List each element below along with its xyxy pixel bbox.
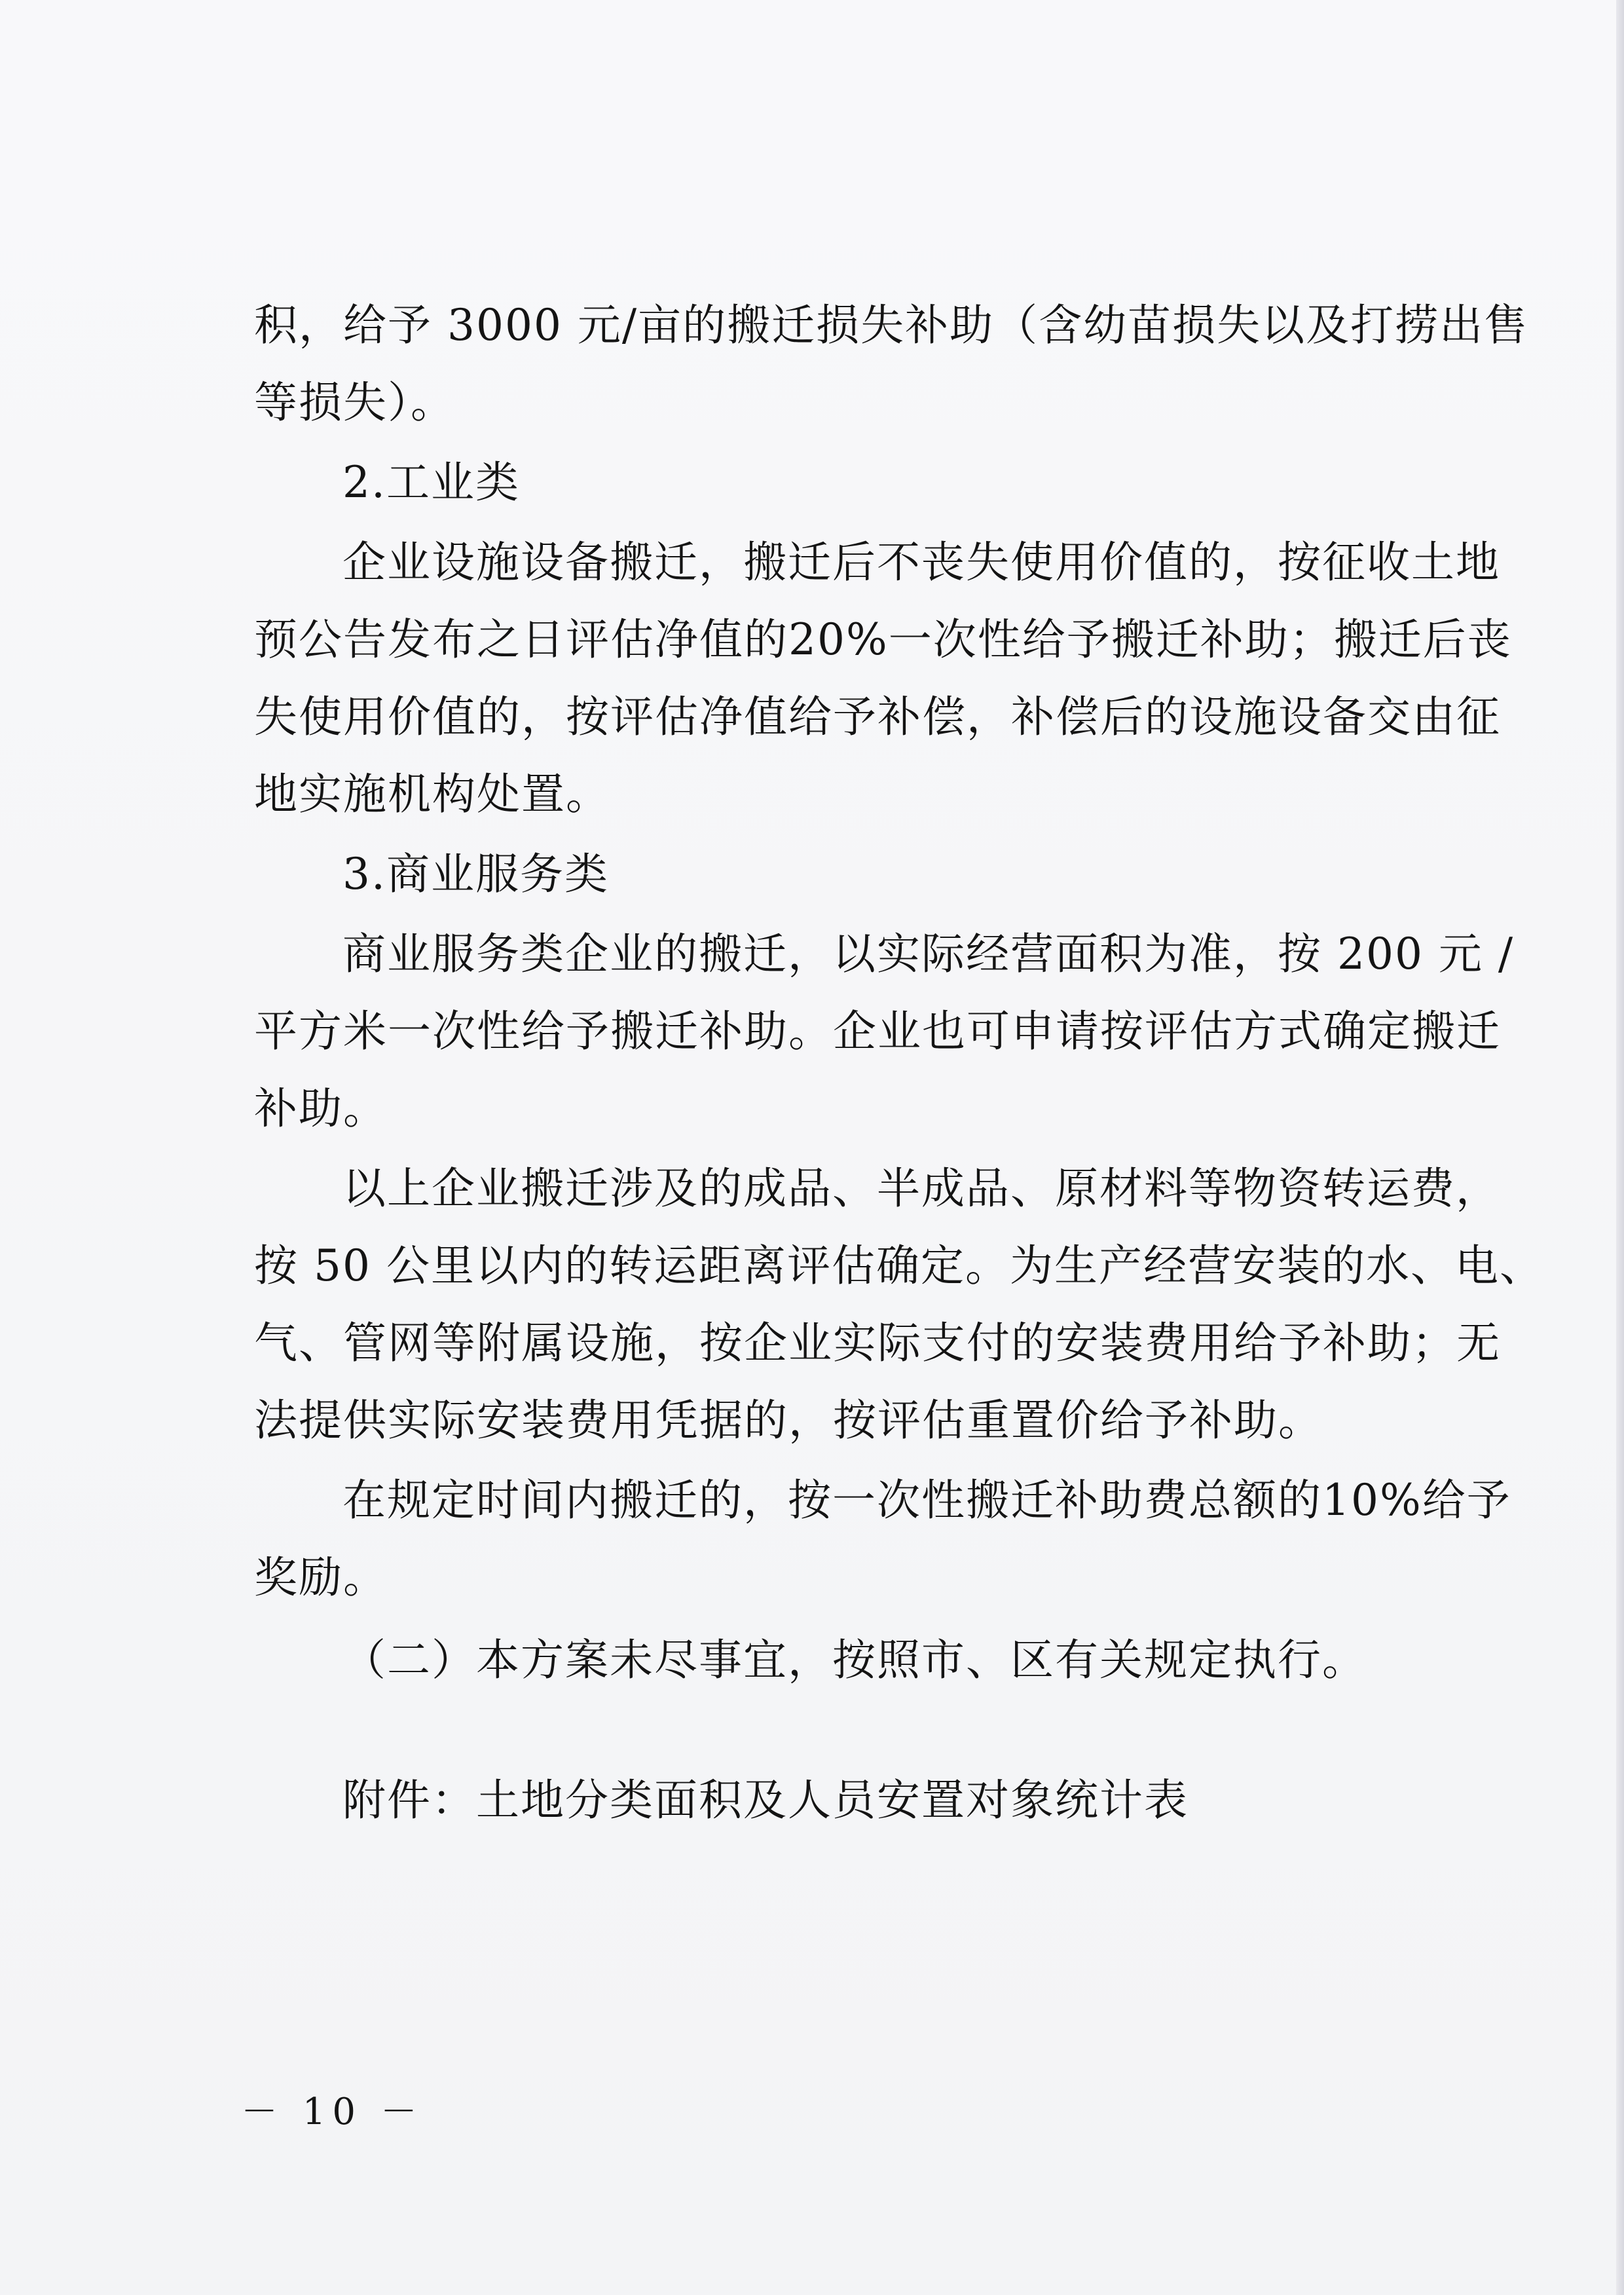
paragraph-line-1: 积，给予 3000 元/亩的搬迁损失补助（含幼苗损失以及打捞出售 — [254, 300, 1529, 350]
paragraph-line-11: 补助。 — [254, 1083, 388, 1134]
paragraph-line-5: 预公告发布之日评估净值的20%一次性给予搬迁补助；搬迁后丧 — [254, 614, 1512, 665]
paragraph-line-4: 企业设施设备搬迁，搬迁后不丧失使用价值的，按征收土地 — [342, 537, 1500, 588]
paragraph-line-14: 气、管网等附属设施，按企业实际支付的安装费用给予补助；无 — [254, 1318, 1501, 1368]
paragraph-line-16: 在规定时间内搬迁的，按一次性搬迁补助费总额的10%给予 — [342, 1475, 1511, 1525]
attachment-line: 附件：土地分类面积及人员安置对象统计表 — [342, 1775, 1189, 1825]
paragraph-line-13: 按 50 公里以内的转运距离评估确定。为生产经营安装的水、电、 — [254, 1241, 1544, 1291]
paragraph-line-2: 等损失）。 — [254, 377, 455, 428]
paragraph-line-10: 平方米一次性给予搬迁补助。企业也可申请按评估方式确定搬迁 — [254, 1006, 1501, 1056]
paragraph-line-12: 以上企业搬迁涉及的成品、半成品、原材料等物资转运费， — [342, 1163, 1500, 1214]
paragraph-line-18: （二）本方案未尽事宜，按照市、区有关规定执行。 — [342, 1635, 1367, 1685]
paragraph-line-7: 地实施机构处置。 — [254, 769, 610, 819]
paragraph-line-6: 失使用价值的，按评估净值给予补偿，补偿后的设施设备交由征 — [254, 692, 1501, 742]
paragraph-line-17: 奖励。 — [254, 1552, 388, 1603]
page-edge-shadow — [1616, 0, 1624, 2295]
page-number: － 10 － — [241, 2091, 424, 2133]
paragraph-line-9: 商业服务类企业的搬迁，以实际经营面积为准，按 200 元 / — [342, 929, 1515, 979]
section-heading-commercial: 3.商业服务类 — [342, 849, 609, 899]
paragraph-line-15: 法提供实际安装费用凭据的，按评估重置价给予补助。 — [254, 1395, 1323, 1446]
section-heading-industrial: 2.工业类 — [342, 457, 520, 508]
